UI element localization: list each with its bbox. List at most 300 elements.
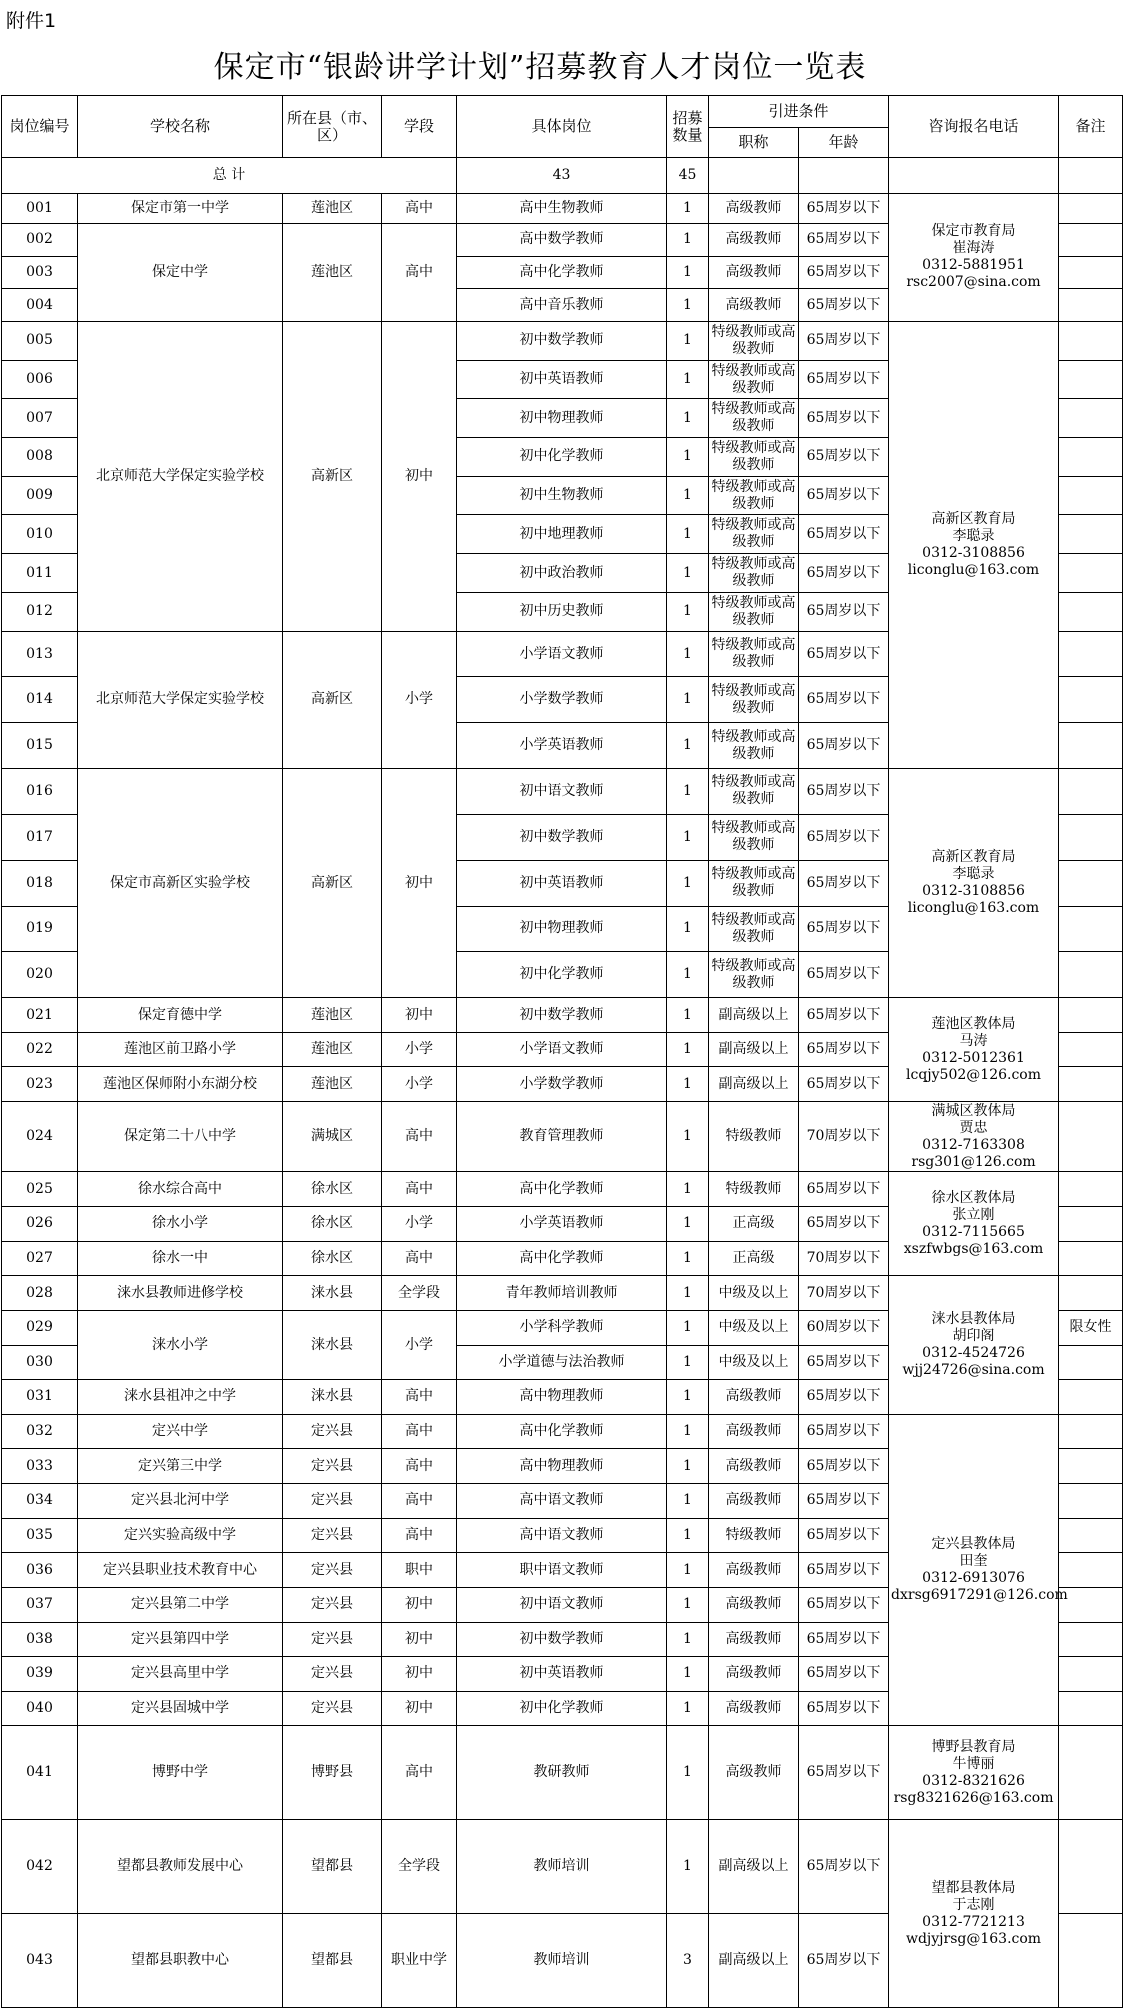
- contact-person: 李聪录: [952, 866, 995, 883]
- cell-county: 定兴县: [283, 1449, 382, 1484]
- contact-email: xszfwbgs@163.com: [903, 1240, 1044, 1257]
- cell-count: 1: [667, 592, 709, 631]
- cell-age: 65周岁以下: [799, 860, 889, 906]
- cell-school: 莲池区前卫路小学: [78, 1032, 283, 1067]
- contact-cell: [889, 769, 1059, 998]
- cell-county: 徐水区: [283, 1241, 382, 1276]
- cell-count: 1: [667, 1067, 709, 1102]
- cell-note: [1059, 1414, 1123, 1449]
- cell-position: 初中数学教师: [457, 998, 667, 1033]
- cell-position: 初中政治教师: [457, 554, 667, 593]
- cell-id: 004: [2, 289, 78, 322]
- cell-title: 副高级以上: [709, 1913, 799, 2007]
- cell-count: 1: [667, 998, 709, 1033]
- cell-position: 小学科学教师: [457, 1310, 667, 1345]
- cell-county: 定兴县: [283, 1484, 382, 1519]
- cell-age: 65周岁以下: [799, 1691, 889, 1726]
- cell-position: 初中历史教师: [457, 592, 667, 631]
- cell-title: 特级教师或高级教师: [709, 631, 799, 677]
- cell-count: 1: [667, 1345, 709, 1380]
- contact-cell: [889, 998, 1059, 1102]
- cell-position: 教师培训: [457, 1820, 667, 1914]
- cell-title: 特级教师或高级教师: [709, 438, 799, 477]
- contact-email: rsc2007@sina.com: [906, 274, 1041, 291]
- cell-stage: 高中: [382, 1726, 457, 1820]
- cell-age: 70周岁以下: [799, 1102, 889, 1172]
- cell-note: [1059, 1032, 1123, 1067]
- contact-email: rsg8321626@163.com: [893, 1789, 1054, 1806]
- cell-note: [1059, 1518, 1123, 1553]
- cell-school: 定兴县高里中学: [78, 1657, 283, 1692]
- total-empty: [709, 158, 799, 194]
- cell-county: 徐水区: [283, 1172, 382, 1207]
- header-id: 岗位编号: [2, 96, 78, 158]
- cell-title: 高级教师: [709, 1380, 799, 1415]
- cell-title: 特级教师或高级教师: [709, 554, 799, 593]
- cell-count: 1: [667, 399, 709, 438]
- cell-count: 1: [667, 631, 709, 677]
- cell-county: 博野县: [283, 1726, 382, 1820]
- cell-note: [1059, 1380, 1123, 1415]
- cell-position: 青年教师培训教师: [457, 1276, 667, 1311]
- table-row: [2, 1102, 1123, 1172]
- cell-age: 65周岁以下: [799, 515, 889, 554]
- cell-age: 65周岁以下: [799, 1380, 889, 1415]
- cell-note: [1059, 814, 1123, 860]
- header-school: 学校名称: [78, 96, 283, 158]
- contact-phone: 0312-8321626: [922, 1772, 1025, 1789]
- cell-county: 涞水县: [283, 1310, 382, 1379]
- cell-id: 042: [2, 1820, 78, 1914]
- cell-id: 024: [2, 1102, 78, 1172]
- cell-id: 032: [2, 1414, 78, 1449]
- cell-count: 1: [667, 952, 709, 998]
- contact-org: 涞水县教体局: [931, 1311, 1016, 1327]
- cell-note: [1059, 515, 1123, 554]
- cell-id: 001: [2, 193, 78, 224]
- contact-email: dxrsg6917291@126.com: [891, 1587, 1068, 1604]
- cell-title: 正高级: [709, 1241, 799, 1276]
- cell-school: 定兴县职业技术教育中心: [78, 1553, 283, 1588]
- cell-count: 1: [667, 1820, 709, 1914]
- contact-cell: [889, 1276, 1059, 1415]
- cell-id: 028: [2, 1276, 78, 1311]
- cell-count: 1: [667, 1380, 709, 1415]
- cell-note: [1059, 1622, 1123, 1657]
- cell-age: 65周岁以下: [799, 1820, 889, 1914]
- cell-age: 65周岁以下: [799, 256, 889, 289]
- cell-note: [1059, 1067, 1123, 1102]
- cell-title: 特级教师: [709, 1172, 799, 1207]
- cell-position: 初中数学教师: [457, 1622, 667, 1657]
- cell-stage: 高中: [382, 224, 457, 322]
- contact-cell: [889, 321, 1059, 768]
- cell-title: 高级教师: [709, 1726, 799, 1820]
- contact-org: 高新区教育局: [931, 511, 1016, 528]
- cell-school: 徐水一中: [78, 1241, 283, 1276]
- cell-school: 北京师范大学保定实验学校: [78, 631, 283, 768]
- cell-note: [1059, 677, 1123, 723]
- cell-title: 高级教师: [709, 1553, 799, 1588]
- cell-id: 003: [2, 256, 78, 289]
- cell-id: 037: [2, 1587, 78, 1622]
- cell-title: 副高级以上: [709, 1067, 799, 1102]
- cell-school: 徐水综合高中: [78, 1172, 283, 1207]
- cell-position: 高中化学教师: [457, 256, 667, 289]
- cell-position: 小学英语教师: [457, 723, 667, 769]
- cell-note: [1059, 1172, 1123, 1207]
- cell-id: 038: [2, 1622, 78, 1657]
- cell-count: 1: [667, 860, 709, 906]
- cell-note: 限女性: [1059, 1310, 1123, 1345]
- cell-title: 高级教师: [709, 1657, 799, 1692]
- cell-school: 定兴实验高级中学: [78, 1518, 283, 1553]
- cell-note: [1059, 631, 1123, 677]
- cell-title: 中级及以上: [709, 1345, 799, 1380]
- contact-person: 贾忠: [959, 1119, 988, 1136]
- table-row: [2, 1820, 1123, 1914]
- cell-age: 65周岁以下: [799, 1207, 889, 1242]
- cell-count: 1: [667, 1414, 709, 1449]
- cell-age: 65周岁以下: [799, 592, 889, 631]
- cell-count: 1: [667, 321, 709, 360]
- cell-count: 1: [667, 1691, 709, 1726]
- header-position: 具体岗位: [457, 96, 667, 158]
- cell-stage: 高中: [382, 1414, 457, 1449]
- cell-position: 初中化学教师: [457, 438, 667, 477]
- total-label: 总 计: [2, 158, 457, 194]
- cell-count: 1: [667, 1241, 709, 1276]
- contact-phone: 0312-3108856: [922, 545, 1025, 562]
- cell-school: 涞水小学: [78, 1310, 283, 1379]
- contact-cell: [889, 1820, 1059, 2008]
- cell-school: 徐水小学: [78, 1207, 283, 1242]
- cell-county: 莲池区: [283, 1067, 382, 1102]
- cell-stage: 初中: [382, 1657, 457, 1692]
- cell-county: 涞水县: [283, 1380, 382, 1415]
- contact-person: 田奎: [959, 1553, 988, 1570]
- cell-note: [1059, 1726, 1123, 1820]
- cell-note: [1059, 1276, 1123, 1311]
- contact-phone: 0312-7115665: [922, 1223, 1025, 1240]
- table-row: [2, 998, 1123, 1033]
- cell-note: [1059, 1207, 1123, 1242]
- cell-count: 1: [667, 1622, 709, 1657]
- cell-age: 65周岁以下: [799, 1518, 889, 1553]
- page-title: 保定市“银龄讲学计划”招募教育人才岗位一览表: [213, 50, 867, 85]
- header-stage: 学段: [382, 96, 457, 158]
- cell-title: 副高级以上: [709, 998, 799, 1033]
- cell-county: 满城区: [283, 1102, 382, 1172]
- total-row: [2, 158, 1123, 194]
- cell-county: 高新区: [283, 321, 382, 631]
- cell-county: 莲池区: [283, 224, 382, 322]
- cell-age: 65周岁以下: [799, 769, 889, 815]
- cell-position: 教研教师: [457, 1726, 667, 1820]
- cell-id: 007: [2, 399, 78, 438]
- contact-person: 马涛: [959, 1032, 988, 1049]
- cell-title: 中级及以上: [709, 1310, 799, 1345]
- cell-position: 初中语文教师: [457, 769, 667, 815]
- cell-count: 1: [667, 193, 709, 224]
- contact-phone: 0312-7721213: [922, 1913, 1025, 1930]
- cell-age: 65周岁以下: [799, 723, 889, 769]
- contact-phone: 0312-5012361: [922, 1049, 1025, 1066]
- cell-stage: 高中: [382, 1518, 457, 1553]
- cell-stage: 全学段: [382, 1820, 457, 1914]
- contact-cell: [889, 1414, 1068, 1726]
- contact-cell: [889, 1102, 1059, 1172]
- cell-school: 保定市高新区实验学校: [78, 769, 283, 998]
- cell-age: 65周岁以下: [799, 1345, 889, 1380]
- contact-email: liconglu@163.com: [907, 562, 1040, 579]
- cell-id: 027: [2, 1241, 78, 1276]
- cell-position: 高中语文教师: [457, 1484, 667, 1519]
- cell-title: 特级教师或高级教师: [709, 952, 799, 998]
- cell-age: 65周岁以下: [799, 1726, 889, 1820]
- cell-id: 012: [2, 592, 78, 631]
- cell-id: 002: [2, 224, 78, 257]
- cell-position: 初中生物教师: [457, 476, 667, 515]
- cell-position: 小学英语教师: [457, 1207, 667, 1242]
- header-contact: 咨询报名电话: [889, 96, 1059, 158]
- cell-note: [1059, 906, 1123, 952]
- contact-person: 崔海涛: [952, 240, 995, 257]
- cell-position: 初中英语教师: [457, 1657, 667, 1692]
- contact-phone: 0312-3108856: [922, 883, 1025, 900]
- cell-position: 高中数学教师: [457, 224, 667, 257]
- cell-school: 北京师范大学保定实验学校: [78, 321, 283, 631]
- contact-email: wjj24726@sina.com: [902, 1362, 1045, 1378]
- cell-count: 1: [667, 769, 709, 815]
- cell-note: [1059, 860, 1123, 906]
- cell-count: 1: [667, 1553, 709, 1588]
- cell-position: 初中英语教师: [457, 360, 667, 399]
- cell-title: 特级教师: [709, 1102, 799, 1172]
- cell-school: 保定第二十八中学: [78, 1102, 283, 1172]
- cell-id: 033: [2, 1449, 78, 1484]
- cell-school: 保定市第一中学: [78, 193, 283, 224]
- table-row: [2, 769, 1123, 815]
- cell-note: [1059, 1241, 1123, 1276]
- cell-age: 65周岁以下: [799, 193, 889, 224]
- cell-position: 初中英语教师: [457, 860, 667, 906]
- cell-county: 定兴县: [283, 1414, 382, 1449]
- cell-school: 望都县职教中心: [78, 1913, 283, 2007]
- cell-count: 1: [667, 1449, 709, 1484]
- cell-title: 高级教师: [709, 256, 799, 289]
- cell-note: [1059, 476, 1123, 515]
- cell-title: 中级及以上: [709, 1276, 799, 1311]
- cell-county: 高新区: [283, 631, 382, 768]
- cell-title: 高级教师: [709, 289, 799, 322]
- cell-note: [1059, 1553, 1123, 1588]
- cell-title: 特级教师或高级教师: [709, 515, 799, 554]
- cell-note: [1059, 1820, 1123, 1914]
- cell-position: 高中化学教师: [457, 1241, 667, 1276]
- cell-county: 定兴县: [283, 1691, 382, 1726]
- cell-title: 特级教师或高级教师: [709, 906, 799, 952]
- cell-stage: 高中: [382, 1102, 457, 1172]
- cell-title: 高级教师: [709, 1587, 799, 1622]
- cell-title: 特级教师或高级教师: [709, 723, 799, 769]
- cell-id: 010: [2, 515, 78, 554]
- cell-title: 高级教师: [709, 1691, 799, 1726]
- cell-title: 特级教师或高级教师: [709, 814, 799, 860]
- table-row: [2, 1414, 1123, 1449]
- cell-position: 小学语文教师: [457, 631, 667, 677]
- cell-id: 011: [2, 554, 78, 593]
- cell-id: 015: [2, 723, 78, 769]
- cell-county: 定兴县: [283, 1553, 382, 1588]
- cell-position: 初中化学教师: [457, 952, 667, 998]
- cell-id: 005: [2, 321, 78, 360]
- cell-id: 030: [2, 1345, 78, 1380]
- cell-stage: 小学: [382, 1207, 457, 1242]
- cell-note: [1059, 399, 1123, 438]
- cell-id: 017: [2, 814, 78, 860]
- cell-school: 莲池区保师附小东湖分校: [78, 1067, 283, 1102]
- cell-note: [1059, 1345, 1123, 1380]
- cell-school: 定兴中学: [78, 1414, 283, 1449]
- cell-id: 040: [2, 1691, 78, 1726]
- cell-school: 定兴县第二中学: [78, 1587, 283, 1622]
- cell-count: 1: [667, 1657, 709, 1692]
- cell-stage: 职业中学: [382, 1913, 457, 2007]
- cell-school: 涞水县教师进修学校: [78, 1276, 283, 1311]
- cell-county: 徐水区: [283, 1207, 382, 1242]
- cell-position: 初中物理教师: [457, 399, 667, 438]
- cell-age: 65周岁以下: [799, 906, 889, 952]
- cell-stage: 高中: [382, 1241, 457, 1276]
- cell-title: 特级教师或高级教师: [709, 769, 799, 815]
- cell-age: 65周岁以下: [799, 1553, 889, 1588]
- total-positions: 43: [457, 158, 667, 194]
- cell-position: 高中物理教师: [457, 1449, 667, 1484]
- contact-phone: 0312-6913076: [922, 1570, 1025, 1587]
- header-age: 年龄: [799, 128, 889, 158]
- cell-position: 高中音乐教师: [457, 289, 667, 322]
- cell-age: 65周岁以下: [799, 814, 889, 860]
- cell-position: 高中化学教师: [457, 1414, 667, 1449]
- cell-count: 3: [667, 1913, 709, 2007]
- cell-note: [1059, 723, 1123, 769]
- cell-title: 高级教师: [709, 1414, 799, 1449]
- contact-cell: [889, 1726, 1059, 1820]
- header-count: 招募数量: [667, 96, 709, 158]
- cell-title: 高级教师: [709, 224, 799, 257]
- cell-note: [1059, 1657, 1123, 1692]
- cell-id: 022: [2, 1032, 78, 1067]
- cell-age: 65周岁以下: [799, 1657, 889, 1692]
- contact-phone: 0312-7163308: [922, 1136, 1025, 1153]
- cell-note: [1059, 998, 1123, 1033]
- cell-count: 1: [667, 289, 709, 322]
- cell-id: 009: [2, 476, 78, 515]
- contact-org: 高新区教育局: [931, 849, 1016, 866]
- cell-title: 特级教师: [709, 1518, 799, 1553]
- contact-person: 牛博丽: [952, 1755, 995, 1772]
- header-title: 职称: [709, 128, 799, 158]
- cell-count: 1: [667, 554, 709, 593]
- cell-id: 043: [2, 1913, 78, 2007]
- total-count: 45: [667, 158, 709, 194]
- cell-stage: 高中: [382, 1484, 457, 1519]
- cell-age: 70周岁以下: [799, 1241, 889, 1276]
- contact-email: wdjyjrsg@163.com: [905, 1930, 1042, 1947]
- cell-position: 教师培训: [457, 1913, 667, 2007]
- cell-id: 034: [2, 1484, 78, 1519]
- cell-title: 副高级以上: [709, 1820, 799, 1914]
- cell-stage: 全学段: [382, 1276, 457, 1311]
- cell-title: 特级教师或高级教师: [709, 677, 799, 723]
- contact-org: 莲池区教体局: [931, 1015, 1016, 1032]
- cell-count: 1: [667, 1102, 709, 1172]
- cell-position: 高中物理教师: [457, 1380, 667, 1415]
- cell-position: 高中语文教师: [457, 1518, 667, 1553]
- cell-id: 020: [2, 952, 78, 998]
- cell-note: [1059, 256, 1123, 289]
- cell-note: [1059, 224, 1123, 257]
- cell-id: 031: [2, 1380, 78, 1415]
- contact-phone: 0312-4524726: [922, 1345, 1025, 1361]
- cell-position: 初中语文教师: [457, 1587, 667, 1622]
- cell-age: 65周岁以下: [799, 321, 889, 360]
- cell-stage: 高中: [382, 1172, 457, 1207]
- total-empty: [1059, 158, 1123, 194]
- total-empty: [799, 158, 889, 194]
- cell-note: [1059, 1484, 1123, 1519]
- cell-id: 025: [2, 1172, 78, 1207]
- cell-stage: 初中: [382, 1691, 457, 1726]
- cell-age: 65周岁以下: [799, 476, 889, 515]
- cell-school: 定兴县固城中学: [78, 1691, 283, 1726]
- cell-count: 1: [667, 1518, 709, 1553]
- contact-person: 李聪录: [952, 528, 995, 545]
- total-empty: [889, 158, 1059, 194]
- cell-school: 涞水县祖冲之中学: [78, 1380, 283, 1415]
- cell-stage: 职中: [382, 1553, 457, 1588]
- cell-id: 036: [2, 1553, 78, 1588]
- cell-county: 定兴县: [283, 1622, 382, 1657]
- cell-count: 1: [667, 1172, 709, 1207]
- cell-note: [1059, 193, 1123, 224]
- cell-age: 65周岁以下: [799, 399, 889, 438]
- cell-id: 019: [2, 906, 78, 952]
- cell-count: 1: [667, 438, 709, 477]
- contact-cell: [889, 193, 1059, 321]
- cell-count: 1: [667, 1587, 709, 1622]
- table-row: [2, 193, 1123, 224]
- cell-school: 保定育德中学: [78, 998, 283, 1033]
- cell-note: [1059, 952, 1123, 998]
- cell-age: 65周岁以下: [799, 554, 889, 593]
- contact-email: liconglu@163.com: [907, 900, 1040, 917]
- table-row: [2, 1172, 1123, 1207]
- cell-position: 教育管理教师: [457, 1102, 667, 1172]
- header-county: 所在县（市、区）: [283, 96, 382, 158]
- cell-school: 博野中学: [78, 1726, 283, 1820]
- cell-school: 定兴县第四中学: [78, 1622, 283, 1657]
- cell-stage: 初中: [382, 1587, 457, 1622]
- table-row: [2, 321, 1123, 360]
- cell-note: [1059, 554, 1123, 593]
- cell-age: 65周岁以下: [799, 438, 889, 477]
- cell-age: 65周岁以下: [799, 360, 889, 399]
- cell-title: 高级教师: [709, 193, 799, 224]
- contact-person: 张立刚: [952, 1206, 995, 1223]
- cell-id: 016: [2, 769, 78, 815]
